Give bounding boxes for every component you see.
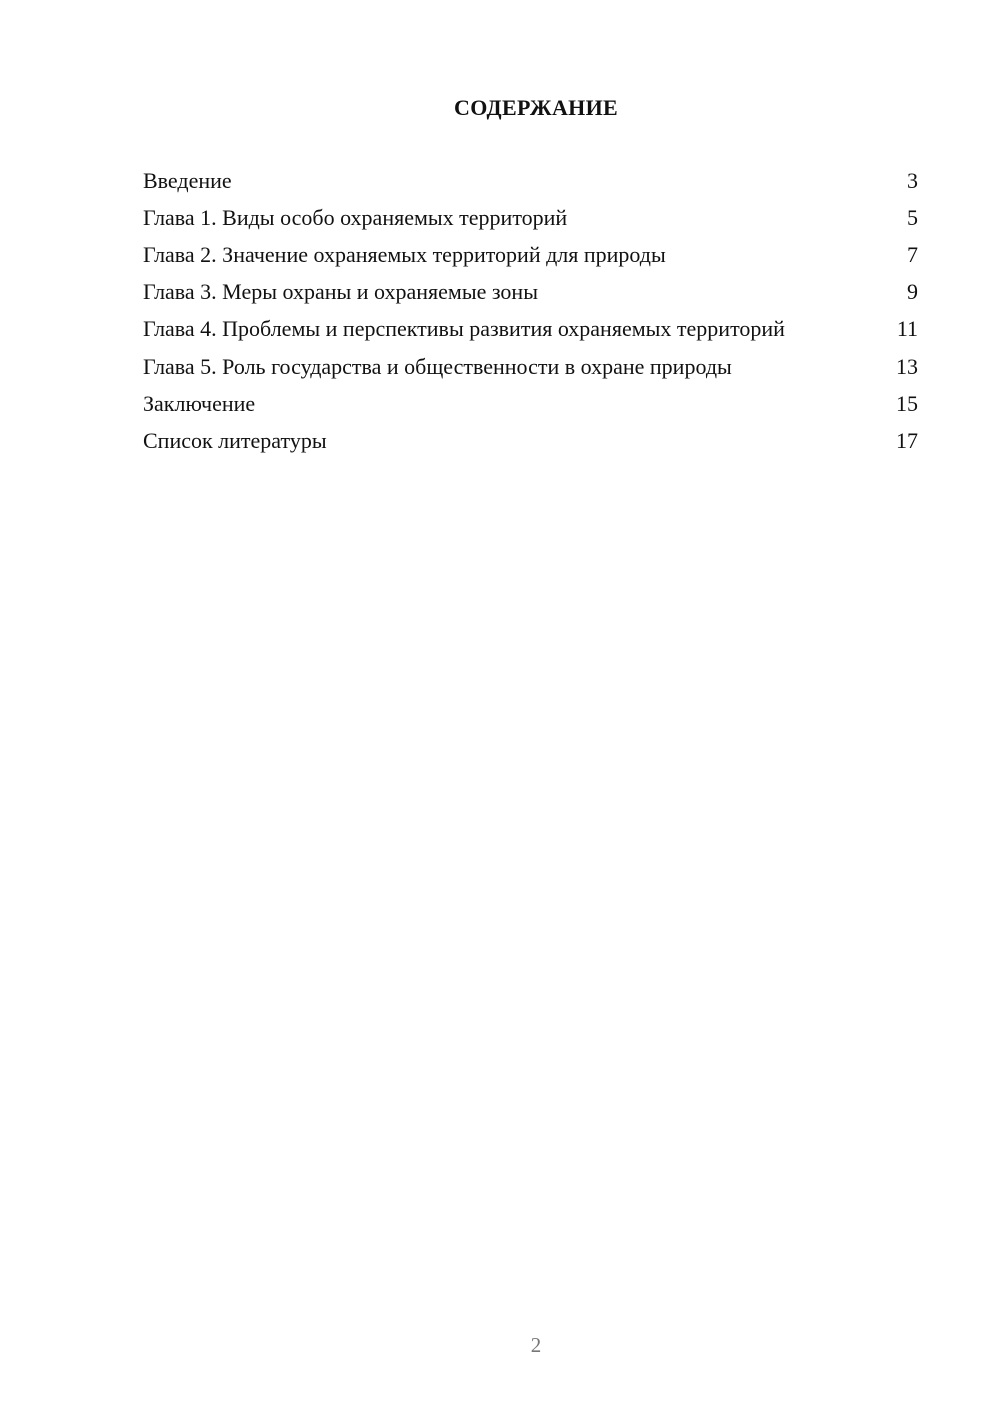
page-number: 2 <box>530 1333 542 1357</box>
toc-item-label: Глава 3. Меры охраны и охраняемые зоны <box>143 279 538 304</box>
toc-item-introduction <box>143 168 918 194</box>
toc-item-chapter-4 <box>143 316 918 342</box>
toc-item-page: 7 <box>907 242 918 267</box>
table-of-contents <box>143 168 918 465</box>
toc-item-page: 13 <box>896 354 918 379</box>
toc-item-label: Глава 1. Виды особо охраняемых территорий <box>143 205 568 230</box>
toc-item-chapter-5 <box>143 354 918 380</box>
toc-item-label: Глава 4. Проблемы и перспективы развития охраняемых территорий <box>143 316 785 341</box>
toc-item-page: 17 <box>896 428 918 453</box>
toc-item-page: 11 <box>896 316 918 341</box>
toc-item-label: Введение <box>143 168 232 193</box>
toc-item-label: Глава 5. Роль государства и общественности в охране природы <box>143 354 732 379</box>
toc-item-page: 15 <box>896 391 918 416</box>
toc-item-page: 5 <box>907 205 918 230</box>
toc-title: СОДЕРЖАНИЕ <box>454 95 618 120</box>
toc-item-label: Список литературы <box>143 428 327 453</box>
toc-item-page: 9 <box>907 279 918 304</box>
toc-item-chapter-3 <box>143 279 918 305</box>
toc-item-label: Глава 2. Значение охраняемых территорий для природы <box>143 242 666 267</box>
toc-item-page: 3 <box>907 168 918 193</box>
toc-item-chapter-1 <box>143 205 918 231</box>
toc-item-conclusion <box>143 391 918 417</box>
toc-item-references <box>143 428 918 454</box>
toc-item-chapter-2 <box>143 242 918 268</box>
toc-item-label: Заключение <box>143 391 256 416</box>
